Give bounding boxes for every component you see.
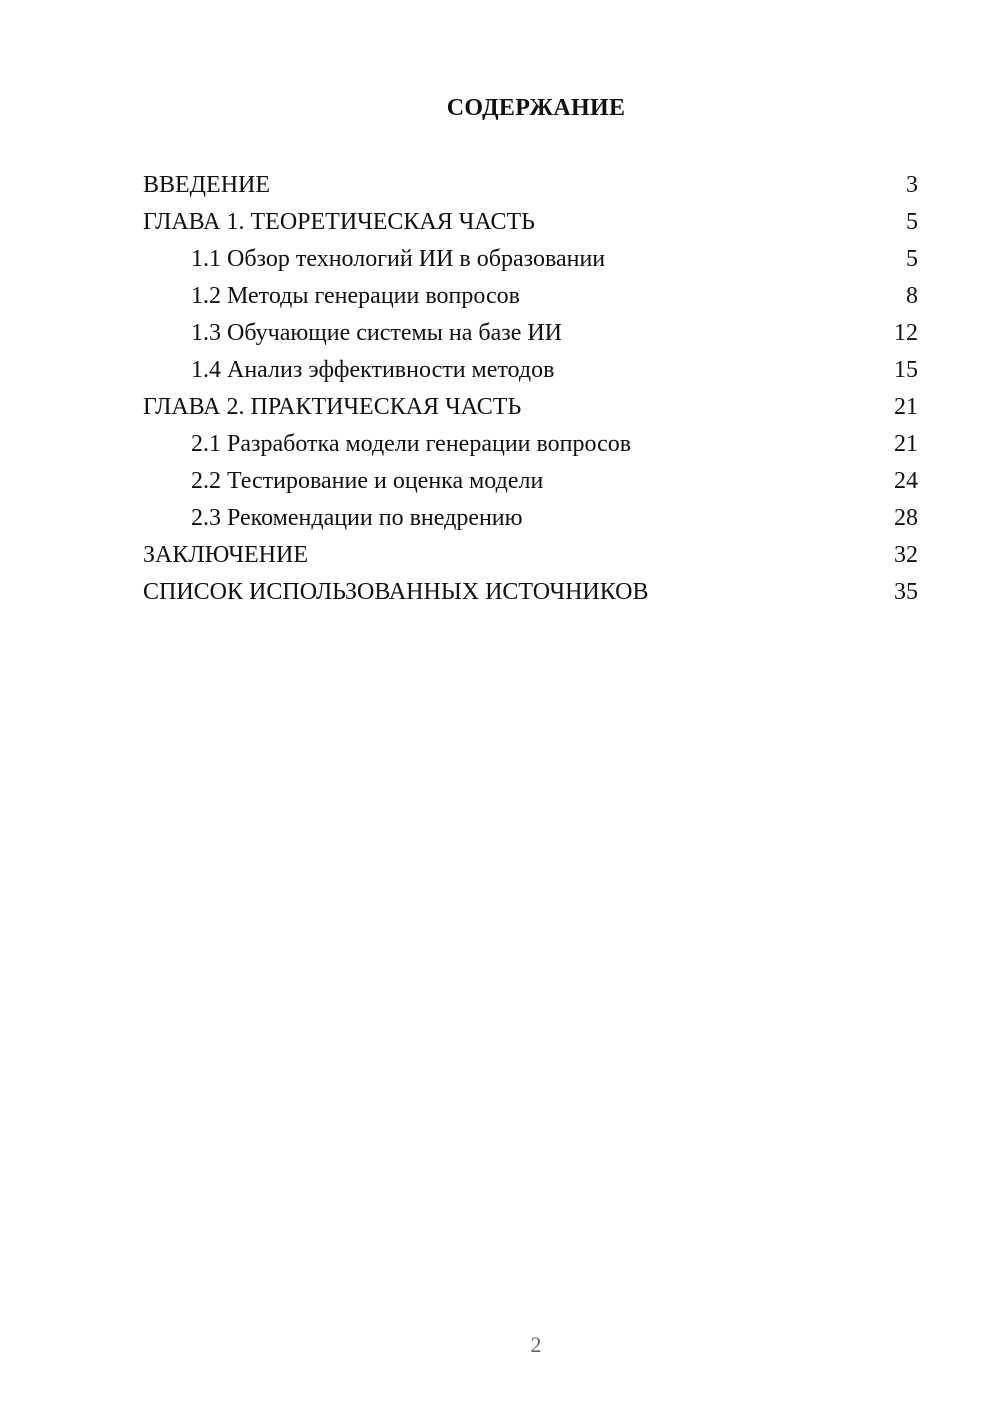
- toc-entry-label: СПИСОК ИСПОЛЬЗОВАННЫХ ИСТОЧНИКОВ: [143, 579, 649, 605]
- toc-entry-page: 12: [894, 320, 918, 346]
- toc-entry-page: 35: [894, 579, 918, 605]
- toc-entry-label: 1.1 Обзор технологий ИИ в образовании: [191, 246, 606, 272]
- toc-entry-section-2-2: [143, 463, 918, 500]
- toc-entry-section-1-4: [143, 352, 918, 389]
- toc-entry-section-1-1: [143, 241, 918, 278]
- page-number: 2: [530, 1332, 542, 1357]
- toc-entry-page: 5: [906, 209, 918, 235]
- toc-entry-label: ГЛАВА 2. ПРАКТИЧЕСКАЯ ЧАСТЬ: [143, 394, 522, 420]
- toc-entry-conclusion: [143, 537, 918, 574]
- toc-entry-label: 1.4 Анализ эффективности методов: [191, 357, 555, 383]
- toc-entry-label: ГЛАВА 1. ТЕОРЕТИЧЕСКАЯ ЧАСТЬ: [143, 209, 535, 235]
- toc-entry-section-2-3: [143, 500, 918, 537]
- toc-entry-label: ВВЕДЕНИЕ: [143, 172, 271, 198]
- toc-entry-section-2-1: [143, 426, 918, 463]
- toc-entry-page: 21: [894, 394, 918, 420]
- toc-entry-references: [143, 574, 918, 611]
- toc-entry-section-1-2: [143, 278, 918, 315]
- toc-entry-label: 1.2 Методы генерации вопросов: [191, 283, 520, 309]
- toc-entry-page: 8: [906, 283, 918, 309]
- toc-entry-page: 15: [894, 357, 918, 383]
- toc-entry-page: 32: [894, 542, 918, 568]
- toc-entry-chapter-2: [143, 389, 918, 426]
- table-of-contents: [143, 167, 918, 611]
- toc-entry-page: 3: [906, 172, 918, 198]
- toc-entry-chapter-1: [143, 204, 918, 241]
- toc-entry-page: 24: [894, 468, 918, 494]
- toc-entry-page: 28: [894, 505, 918, 531]
- toc-title: СОДЕРЖАНИЕ: [446, 95, 626, 121]
- toc-entry-label: 1.3 Обучающие системы на базе ИИ: [191, 320, 563, 346]
- toc-entry-introduction: [143, 167, 918, 204]
- toc-entry-page: 5: [906, 246, 918, 272]
- toc-entry-label: ЗАКЛЮЧЕНИЕ: [143, 542, 308, 568]
- toc-entry-section-1-3: [143, 315, 918, 352]
- toc-entry-page: 21: [894, 431, 918, 457]
- toc-entry-label: 2.2 Тестирование и оценка модели: [191, 468, 544, 494]
- toc-entry-label: 2.1 Разработка модели генерации вопросов: [191, 431, 632, 457]
- toc-entry-label: 2.3 Рекомендации по внедрению: [191, 505, 523, 531]
